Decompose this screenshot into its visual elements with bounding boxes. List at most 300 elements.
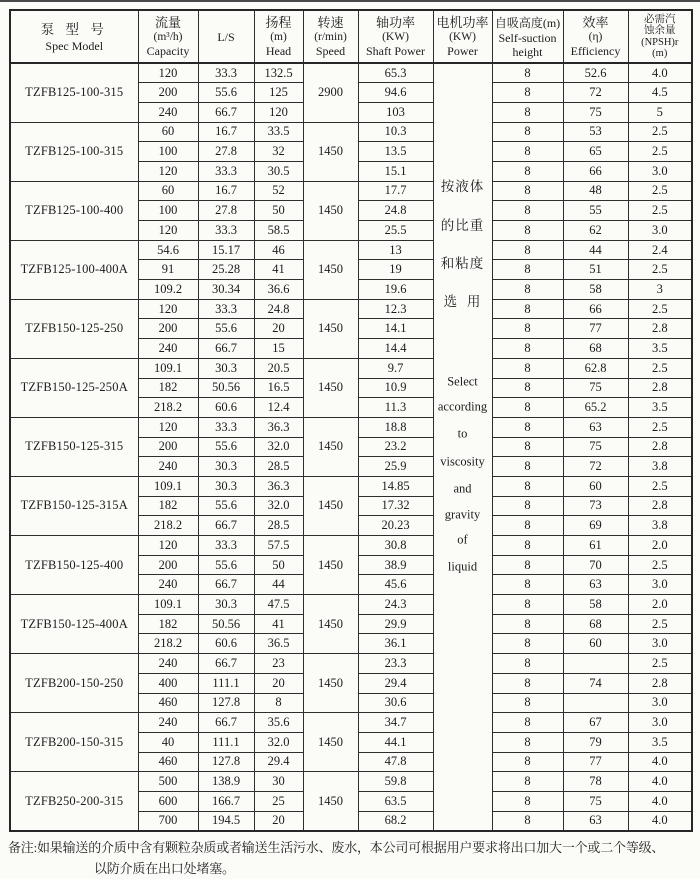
ls-cell: 60.6: [198, 634, 254, 654]
shaft-power-cell: 23.3: [358, 654, 433, 674]
efficiency-cell: 72: [563, 83, 628, 103]
model-cell: TZFB150-125-315A: [10, 476, 138, 535]
model-cell: TZFB150-125-400: [10, 536, 138, 595]
motor-power-note-line: 和粘度: [440, 256, 485, 271]
footnote-line2: 以防介质在出口处堵塞。: [94, 861, 235, 876]
model-cell: TZFB200-150-315: [10, 713, 138, 772]
speed-cell: 1450: [303, 654, 358, 713]
efficiency-cell: 58: [563, 280, 628, 300]
ls-cell: 30.34: [198, 280, 254, 300]
table-row: [10, 772, 692, 792]
npsh-cell: 3.5: [628, 732, 692, 752]
ls-cell: 30.3: [198, 358, 254, 378]
efficiency-cell: 63: [563, 417, 628, 437]
efficiency-cell: 77: [563, 319, 628, 339]
ls-cell: 127.8: [198, 752, 254, 772]
head-cell: 32: [254, 142, 303, 162]
header-npsh: 必需汽 蚀余量 (NPSH)r (m): [628, 10, 692, 63]
suction-height-cell: 8: [492, 181, 563, 201]
capacity-cell: 218.2: [138, 634, 198, 654]
model-cell: TZFB150-125-250: [10, 299, 138, 358]
ls-cell: 33.3: [198, 299, 254, 319]
shaft-power-cell: 14.4: [358, 339, 433, 359]
model-cell: TZFB125-100-315: [10, 122, 138, 181]
header-motor-power: 电机功率 (KW) Power: [433, 10, 492, 63]
capacity-cell: 460: [138, 693, 198, 713]
efficiency-cell: 66: [563, 299, 628, 319]
suction-height-cell: 8: [492, 476, 563, 496]
suction-height-cell: 8: [492, 772, 563, 792]
npsh-cell: 2.5: [628, 181, 692, 201]
shaft-power-cell: 17.32: [358, 496, 433, 516]
npsh-cell: 2.8: [628, 496, 692, 516]
model-cell: TZFB250-200-315: [10, 772, 138, 831]
shaft-power-cell: 13.5: [358, 142, 433, 162]
ls-cell: 138.9: [198, 772, 254, 792]
table-row: [10, 299, 692, 319]
speed-cell: 1450: [303, 240, 358, 299]
suction-height-cell: 8: [492, 280, 563, 300]
head-cell: 47.5: [254, 595, 303, 615]
head-cell: 36.3: [254, 417, 303, 437]
ls-cell: 15.17: [198, 240, 254, 260]
shaft-power-cell: 19.6: [358, 280, 433, 300]
capacity-cell: 218.2: [138, 516, 198, 536]
capacity-cell: 91: [138, 260, 198, 280]
suction-height-cell: 8: [492, 398, 563, 418]
npsh-cell: 3.0: [628, 221, 692, 241]
capacity-cell: 240: [138, 457, 198, 477]
head-cell: 120: [254, 102, 303, 122]
ls-cell: 30.3: [198, 476, 254, 496]
head-cell: 30.5: [254, 161, 303, 181]
npsh-cell: 2.4: [628, 240, 692, 260]
footnote-line1: 备注:如果输送的介质中含有颗粒杂质或者输送生活污水、废水，本公司可根据用户要求将出口加大一个或二个等级、: [8, 840, 665, 855]
shaft-power-cell: 10.9: [358, 378, 433, 398]
capacity-cell: 40: [138, 732, 198, 752]
capacity-cell: 182: [138, 614, 198, 634]
table-row: [10, 122, 692, 142]
table-row: [10, 476, 692, 496]
capacity-cell: 240: [138, 575, 198, 595]
head-cell: 132.5: [254, 63, 303, 83]
suction-height-cell: 8: [492, 536, 563, 556]
efficiency-cell: 60: [563, 476, 628, 496]
head-cell: 41: [254, 260, 303, 280]
efficiency-cell: 62.8: [563, 358, 628, 378]
header-row: [10, 10, 692, 63]
head-cell: 125: [254, 83, 303, 103]
suction-height-cell: 8: [492, 201, 563, 221]
suction-height-cell: 8: [492, 654, 563, 674]
ls-cell: 55.6: [198, 319, 254, 339]
suction-height-cell: 8: [492, 595, 563, 615]
shaft-power-cell: 29.9: [358, 614, 433, 634]
capacity-cell: 120: [138, 63, 198, 83]
efficiency-cell: 70: [563, 555, 628, 575]
capacity-cell: 120: [138, 221, 198, 241]
efficiency-cell: 75: [563, 378, 628, 398]
shaft-power-cell: 13: [358, 240, 433, 260]
head-cell: 28.5: [254, 516, 303, 536]
npsh-cell: 2.5: [628, 122, 692, 142]
head-cell: 20: [254, 811, 303, 831]
capacity-cell: 200: [138, 437, 198, 457]
efficiency-cell: 75: [563, 791, 628, 811]
shaft-power-cell: 30.8: [358, 536, 433, 556]
page-top-rule: [0, 0, 700, 2]
shaft-power-cell: 38.9: [358, 555, 433, 575]
speed-cell: 1450: [303, 595, 358, 654]
shaft-power-cell: 94.6: [358, 83, 433, 103]
ls-cell: 60.6: [198, 398, 254, 418]
ls-cell: 111.1: [198, 673, 254, 693]
npsh-cell: 2.0: [628, 536, 692, 556]
efficiency-cell: 51: [563, 260, 628, 280]
ls-cell: 66.7: [198, 102, 254, 122]
npsh-cell: 2.5: [628, 654, 692, 674]
ls-cell: 66.7: [198, 339, 254, 359]
head-cell: 20: [254, 319, 303, 339]
shaft-power-cell: 34.7: [358, 713, 433, 733]
efficiency-cell: 58: [563, 595, 628, 615]
suction-height-cell: 8: [492, 240, 563, 260]
ls-cell: 55.6: [198, 83, 254, 103]
capacity-cell: 240: [138, 339, 198, 359]
suction-height-cell: 8: [492, 732, 563, 752]
model-cell: TZFB150-125-250A: [10, 358, 138, 417]
npsh-cell: 2.8: [628, 673, 692, 693]
suction-height-cell: 8: [492, 358, 563, 378]
ls-cell: 66.7: [198, 713, 254, 733]
head-cell: 20.5: [254, 358, 303, 378]
motor-power-note-cell: [433, 63, 492, 831]
ls-cell: 66.7: [198, 516, 254, 536]
head-cell: 28.5: [254, 457, 303, 477]
motor-power-note-line: 选 用: [443, 294, 482, 309]
efficiency-cell: 75: [563, 437, 628, 457]
npsh-cell: 3.5: [628, 398, 692, 418]
ls-cell: 66.7: [198, 654, 254, 674]
shaft-power-cell: 44.1: [358, 732, 433, 752]
capacity-cell: 400: [138, 673, 198, 693]
speed-cell: 1450: [303, 417, 358, 476]
efficiency-cell: 75: [563, 102, 628, 122]
motor-power-note-line: Select: [447, 374, 478, 389]
efficiency-cell: 66: [563, 161, 628, 181]
npsh-cell: 2.8: [628, 437, 692, 457]
model-cell: TZFB125-100-315: [10, 63, 138, 122]
ls-cell: 16.7: [198, 181, 254, 201]
capacity-cell: 60: [138, 122, 198, 142]
efficiency-cell: 79: [563, 732, 628, 752]
capacity-cell: 109.2: [138, 280, 198, 300]
shaft-power-cell: 10.3: [358, 122, 433, 142]
capacity-cell: 120: [138, 536, 198, 556]
npsh-cell: 3.0: [628, 693, 692, 713]
head-cell: 35.6: [254, 713, 303, 733]
capacity-cell: 200: [138, 83, 198, 103]
capacity-cell: 109.1: [138, 595, 198, 615]
head-cell: 46: [254, 240, 303, 260]
ls-cell: 33.3: [198, 417, 254, 437]
ls-cell: 27.8: [198, 201, 254, 221]
shaft-power-cell: 18.8: [358, 417, 433, 437]
suction-height-cell: 8: [492, 575, 563, 595]
speed-cell: 1450: [303, 299, 358, 358]
table-row: [10, 358, 692, 378]
capacity-cell: 182: [138, 378, 198, 398]
suction-height-cell: 8: [492, 634, 563, 654]
npsh-cell: 2.5: [628, 555, 692, 575]
npsh-cell: 2.0: [628, 595, 692, 615]
capacity-cell: 120: [138, 299, 198, 319]
ls-cell: 55.6: [198, 437, 254, 457]
motor-power-note-line: viscosity: [440, 454, 485, 469]
ls-cell: 66.7: [198, 575, 254, 595]
head-cell: 52: [254, 181, 303, 201]
head-cell: 36.6: [254, 280, 303, 300]
suction-height-cell: 8: [492, 673, 563, 693]
head-cell: 36.3: [254, 476, 303, 496]
header-capacity: 流量 (m³/h) Capacity: [138, 10, 198, 63]
efficiency-cell: 61: [563, 536, 628, 556]
model-cell: TZFB125-100-400A: [10, 240, 138, 299]
capacity-cell: 200: [138, 555, 198, 575]
capacity-cell: 120: [138, 417, 198, 437]
ls-cell: 27.8: [198, 142, 254, 162]
table-row: [10, 181, 692, 201]
suction-height-cell: 8: [492, 614, 563, 634]
speed-cell: 1450: [303, 536, 358, 595]
header-model-zh: 泵 型 号: [40, 21, 108, 37]
npsh-cell: 2.5: [628, 358, 692, 378]
model-cell: TZFB150-125-400A: [10, 595, 138, 654]
efficiency-cell: 55: [563, 201, 628, 221]
efficiency-cell: 52.6: [563, 63, 628, 83]
motor-power-note-line: of: [457, 532, 468, 547]
suction-height-cell: 8: [492, 555, 563, 575]
speed-cell: 1450: [303, 122, 358, 181]
table-row: [10, 536, 692, 556]
head-cell: 50: [254, 555, 303, 575]
npsh-cell: 4.0: [628, 63, 692, 83]
head-cell: 58.5: [254, 221, 303, 241]
suction-height-cell: 8: [492, 122, 563, 142]
npsh-cell: 3: [628, 280, 692, 300]
efficiency-cell: 73: [563, 496, 628, 516]
capacity-cell: 240: [138, 654, 198, 674]
speed-cell: 1450: [303, 476, 358, 535]
head-cell: 44: [254, 575, 303, 595]
efficiency-cell: 60: [563, 634, 628, 654]
suction-height-cell: 8: [492, 496, 563, 516]
npsh-cell: 4.5: [628, 83, 692, 103]
suction-height-cell: 8: [492, 516, 563, 536]
ls-cell: 50.56: [198, 378, 254, 398]
header-efficiency: 效率 (η) Efficiency: [563, 10, 628, 63]
footnote: [8, 837, 698, 879]
head-cell: 32.0: [254, 496, 303, 516]
ls-cell: 30.3: [198, 457, 254, 477]
npsh-cell: 4.0: [628, 752, 692, 772]
suction-height-cell: 8: [492, 457, 563, 477]
shaft-power-cell: 15.1: [358, 161, 433, 181]
capacity-cell: 120: [138, 161, 198, 181]
shaft-power-cell: 29.4: [358, 673, 433, 693]
capacity-cell: 100: [138, 201, 198, 221]
ls-cell: 25.28: [198, 260, 254, 280]
suction-height-cell: 8: [492, 693, 563, 713]
table-row: [10, 240, 692, 260]
table-row: [10, 63, 692, 83]
model-cell: TZFB150-125-315: [10, 417, 138, 476]
suction-height-cell: 8: [492, 713, 563, 733]
head-cell: 12.4: [254, 398, 303, 418]
shaft-power-cell: 14.85: [358, 476, 433, 496]
motor-power-note-line: gravity: [444, 507, 481, 522]
npsh-cell: 2.8: [628, 319, 692, 339]
npsh-cell: 2.5: [628, 299, 692, 319]
efficiency-cell: 63: [563, 575, 628, 595]
efficiency-cell: 65: [563, 142, 628, 162]
npsh-cell: 3.8: [628, 457, 692, 477]
npsh-cell: 3.0: [628, 575, 692, 595]
npsh-cell: 2.5: [628, 417, 692, 437]
header-speed: 转速 (r/min) Speed: [303, 10, 358, 63]
header-model: [10, 10, 138, 63]
ls-cell: 50.56: [198, 614, 254, 634]
suction-height-cell: 8: [492, 102, 563, 122]
efficiency-cell: 68: [563, 339, 628, 359]
npsh-cell: 2.8: [628, 378, 692, 398]
shaft-power-cell: 47.8: [358, 752, 433, 772]
speed-cell: 1450: [303, 181, 358, 240]
ls-cell: 33.3: [198, 536, 254, 556]
capacity-cell: 200: [138, 319, 198, 339]
head-cell: 25: [254, 791, 303, 811]
shaft-power-cell: 14.1: [358, 319, 433, 339]
npsh-cell: 3.0: [628, 713, 692, 733]
shaft-power-cell: 68.2: [358, 811, 433, 831]
capacity-cell: 60: [138, 181, 198, 201]
efficiency-cell: 65.2: [563, 398, 628, 418]
model-cell: TZFB125-100-400: [10, 181, 138, 240]
npsh-cell: 2.5: [628, 260, 692, 280]
efficiency-cell: 62: [563, 221, 628, 241]
table-row: [10, 417, 692, 437]
motor-power-note-line: 按液体: [440, 179, 485, 194]
suction-height-cell: 8: [492, 63, 563, 83]
capacity-cell: 600: [138, 791, 198, 811]
suction-height-cell: 8: [492, 811, 563, 831]
efficiency-cell: 44: [563, 240, 628, 260]
ls-cell: 194.5: [198, 811, 254, 831]
ls-cell: 111.1: [198, 732, 254, 752]
capacity-cell: 218.2: [138, 398, 198, 418]
suction-height-cell: 8: [492, 83, 563, 103]
header-head: 扬程 (m) Head: [254, 10, 303, 63]
shaft-power-cell: 20.23: [358, 516, 433, 536]
suction-height-cell: 8: [492, 142, 563, 162]
shaft-power-cell: 19: [358, 260, 433, 280]
shaft-power-cell: 24.3: [358, 595, 433, 615]
ls-cell: 127.8: [198, 693, 254, 713]
motor-power-note-line: according: [437, 399, 488, 414]
shaft-power-cell: 65.3: [358, 63, 433, 83]
shaft-power-cell: 25.5: [358, 221, 433, 241]
efficiency-cell: 72: [563, 457, 628, 477]
header-shaft-power: 轴功率 (KW) Shaft Power: [358, 10, 433, 63]
efficiency-cell: 53: [563, 122, 628, 142]
header-model-en: Spec Model: [45, 38, 104, 53]
head-cell: 32.0: [254, 437, 303, 457]
head-cell: 41: [254, 614, 303, 634]
head-cell: 23: [254, 654, 303, 674]
head-cell: 29.4: [254, 752, 303, 772]
head-cell: 24.8: [254, 299, 303, 319]
suction-height-cell: 8: [492, 221, 563, 241]
shaft-power-cell: 25.9: [358, 457, 433, 477]
npsh-cell: 2.5: [628, 614, 692, 634]
npsh-cell: 4.0: [628, 791, 692, 811]
suction-height-cell: 8: [492, 260, 563, 280]
shaft-power-cell: 9.7: [358, 358, 433, 378]
motor-power-note-line: liquid: [447, 559, 478, 574]
suction-height-cell: 8: [492, 752, 563, 772]
head-cell: 8: [254, 693, 303, 713]
ls-cell: 33.3: [198, 161, 254, 181]
shaft-power-cell: 11.3: [358, 398, 433, 418]
npsh-cell: 3.0: [628, 634, 692, 654]
capacity-cell: 500: [138, 772, 198, 792]
head-cell: 16.5: [254, 378, 303, 398]
head-cell: 32.0: [254, 732, 303, 752]
head-cell: 15: [254, 339, 303, 359]
npsh-cell: 2.5: [628, 201, 692, 221]
efficiency-cell: 67: [563, 713, 628, 733]
efficiency-cell: 78: [563, 772, 628, 792]
npsh-cell: 4.0: [628, 772, 692, 792]
capacity-cell: 700: [138, 811, 198, 831]
motor-power-note-line: to: [457, 426, 468, 441]
npsh-cell: 3.0: [628, 161, 692, 181]
head-cell: 57.5: [254, 536, 303, 556]
pump-spec-table: [9, 9, 693, 832]
head-cell: 30: [254, 772, 303, 792]
suction-height-cell: 8: [492, 161, 563, 181]
motor-power-note-line: 的比重: [440, 218, 485, 233]
npsh-cell: 2.5: [628, 476, 692, 496]
ls-cell: 33.3: [198, 63, 254, 83]
suction-height-cell: 8: [492, 417, 563, 437]
suction-height-cell: 8: [492, 339, 563, 359]
npsh-cell: 2.5: [628, 142, 692, 162]
suction-height-cell: 8: [492, 791, 563, 811]
capacity-cell: 182: [138, 496, 198, 516]
head-cell: 20: [254, 673, 303, 693]
npsh-cell: 5: [628, 102, 692, 122]
header-self-suction: 自吸高度(m) Self-suction height: [492, 10, 563, 63]
shaft-power-cell: 17.7: [358, 181, 433, 201]
efficiency-cell: 63: [563, 811, 628, 831]
capacity-cell: 100: [138, 142, 198, 162]
capacity-cell: 109.1: [138, 358, 198, 378]
table-row: [10, 595, 692, 615]
header-ls: L/S: [198, 10, 254, 63]
capacity-cell: 109.1: [138, 476, 198, 496]
speed-cell: 2900: [303, 63, 358, 122]
